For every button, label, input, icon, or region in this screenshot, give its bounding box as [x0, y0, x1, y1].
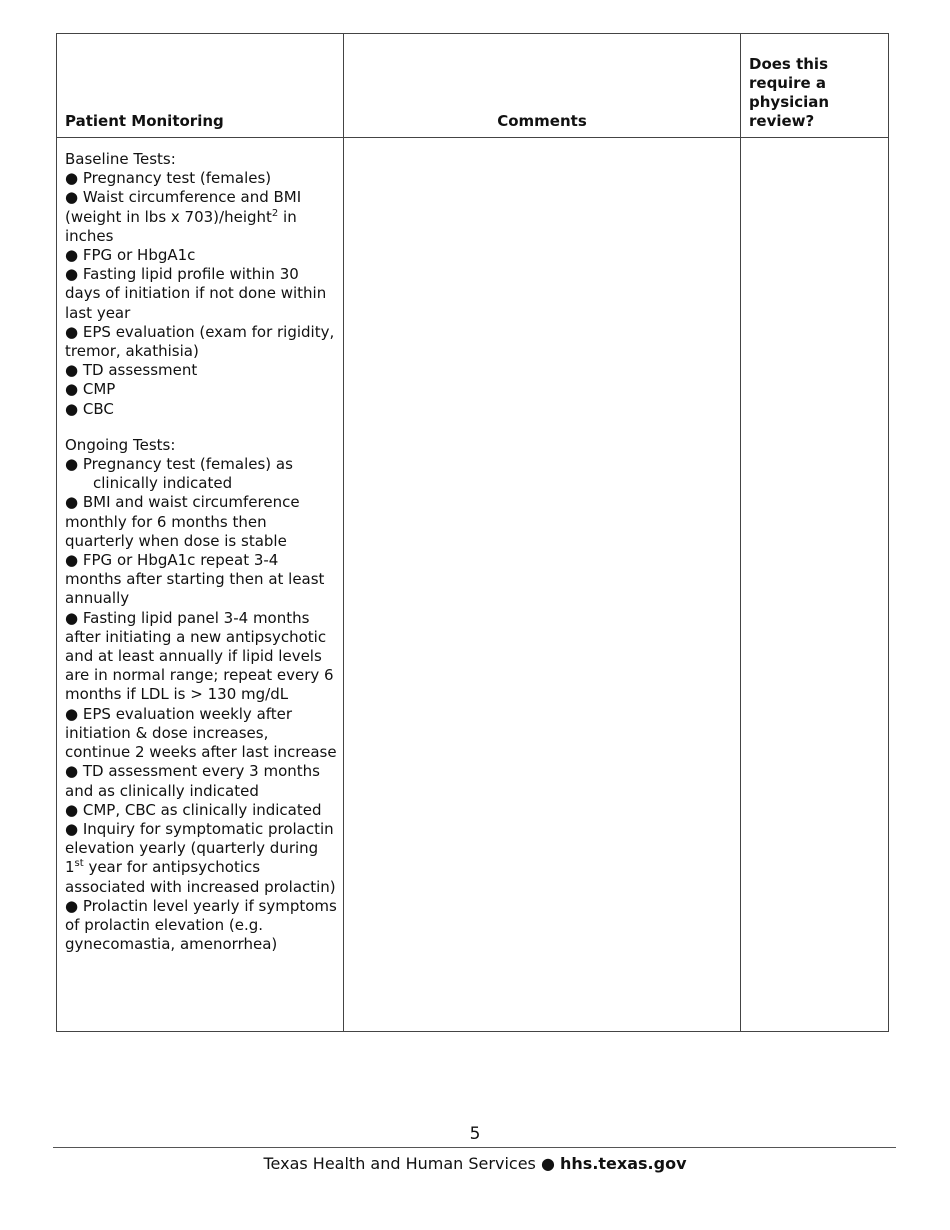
footer-separator: ● — [535, 1154, 561, 1173]
bullet-icon: ● — [65, 896, 79, 915]
monitoring-cell — [57, 138, 344, 1032]
header-comments — [344, 34, 741, 138]
header-row — [57, 34, 889, 138]
bullet-icon: ● — [65, 322, 79, 341]
bullet-icon: ● — [65, 265, 79, 284]
superscript: 2 — [271, 207, 279, 219]
list-item: ● FPG or HbgA1c — [65, 246, 196, 265]
baseline-title: Baseline Tests: — [65, 150, 176, 168]
header-review-line: review? — [749, 112, 815, 130]
list-item: ● Fasting lipid profile within 30 days of initiation if not done within last year — [65, 265, 327, 322]
comments-cell[interactable] — [344, 138, 741, 1032]
bullet-icon: ● — [65, 380, 79, 399]
list-item: ● Waist circumference and BMI (weight in lbs x 703)/height$^2$ in inches — [65, 188, 302, 245]
list-item: ● Pregnancy test (females) — [65, 169, 272, 188]
list-item: ● CBC — [65, 399, 114, 418]
body-row — [57, 138, 889, 1032]
header-review-line: Does this — [749, 55, 828, 73]
bullet-icon: ● — [65, 762, 79, 781]
header-patient-monitoring-label: Patient Monitoring — [65, 112, 224, 130]
list-item: ● EPS evaluation (exam for rigidity, tremor, akathisia) — [65, 322, 335, 361]
list-item: ● Fasting lipid panel 3-4 months after initiating a new antipsychotic and at least annually if lipid levels are in normal range; repeat every 6 months if LDL is > 130 mg/dL — [65, 608, 334, 704]
bullet-icon: ● — [65, 246, 79, 265]
bullet-icon: ● — [65, 704, 79, 723]
list-item: ● TD assessment every 3 months and as clinically indicated — [65, 762, 320, 800]
footer-divider — [53, 1147, 896, 1148]
bullet-icon: ● — [65, 493, 79, 512]
header-patient-monitoring — [57, 34, 344, 138]
footer-org: Texas Health and Human Services — [263, 1154, 536, 1173]
header-physician-review — [741, 34, 889, 138]
list-item: ● Prolactin level yearly if symptoms of prolactin elevation (e.g. gynecomastia, amenorrhea) — [65, 896, 337, 954]
page-number: 5 — [469, 1124, 481, 1144]
bullet-icon: ● — [65, 819, 79, 838]
bullet-icon: ● — [65, 608, 79, 627]
bullet-icon: ● — [65, 169, 79, 188]
header-review-line: require a — [749, 74, 827, 92]
header-review-line: physician — [749, 93, 830, 111]
ongoing-title: Ongoing Tests: — [65, 435, 176, 454]
superscript: st — [74, 858, 84, 870]
bullet-icon: ● — [65, 800, 79, 819]
physician-review-cell[interactable] — [741, 138, 889, 1032]
list-item: ● CMP — [65, 380, 116, 399]
footer-website-link[interactable]: hhs.texas.gov — [560, 1154, 687, 1173]
bullet-icon: ● — [65, 455, 79, 474]
bullet-icon: ● — [65, 399, 79, 418]
header-physician-review-label — [749, 55, 882, 131]
list-item: ● EPS evaluation weekly after initiation & dose increases, continue 2 weeks after last increase — [65, 704, 337, 762]
list-item: ● Inquiry for symptomatic prolactin elevation yearly (quarterly during 1st year for antipsychotics associated with increased prolactin) — [65, 819, 336, 896]
bullet-icon: ● — [65, 188, 79, 207]
list-item: ● Pregnancy test (females) as — [65, 455, 293, 474]
list-item: ● CMP, CBC as clinically indicated — [65, 800, 322, 819]
list-item: ● BMI and waist circumference monthly for 6 months then quarterly when dose is stable — [65, 493, 300, 550]
bullet-icon: ● — [65, 361, 79, 380]
page-footer — [0, 1154, 950, 1173]
patient-monitoring-table — [56, 33, 889, 1032]
header-comments-label: Comments — [497, 112, 587, 130]
bullet-icon: ● — [65, 551, 79, 570]
list-item-continuation: clinically indicated — [93, 474, 233, 493]
list-item: ● TD assessment — [65, 361, 198, 380]
list-item: ● FPG or HbgA1c repeat 3-4 months after starting then at least annually — [65, 551, 325, 608]
